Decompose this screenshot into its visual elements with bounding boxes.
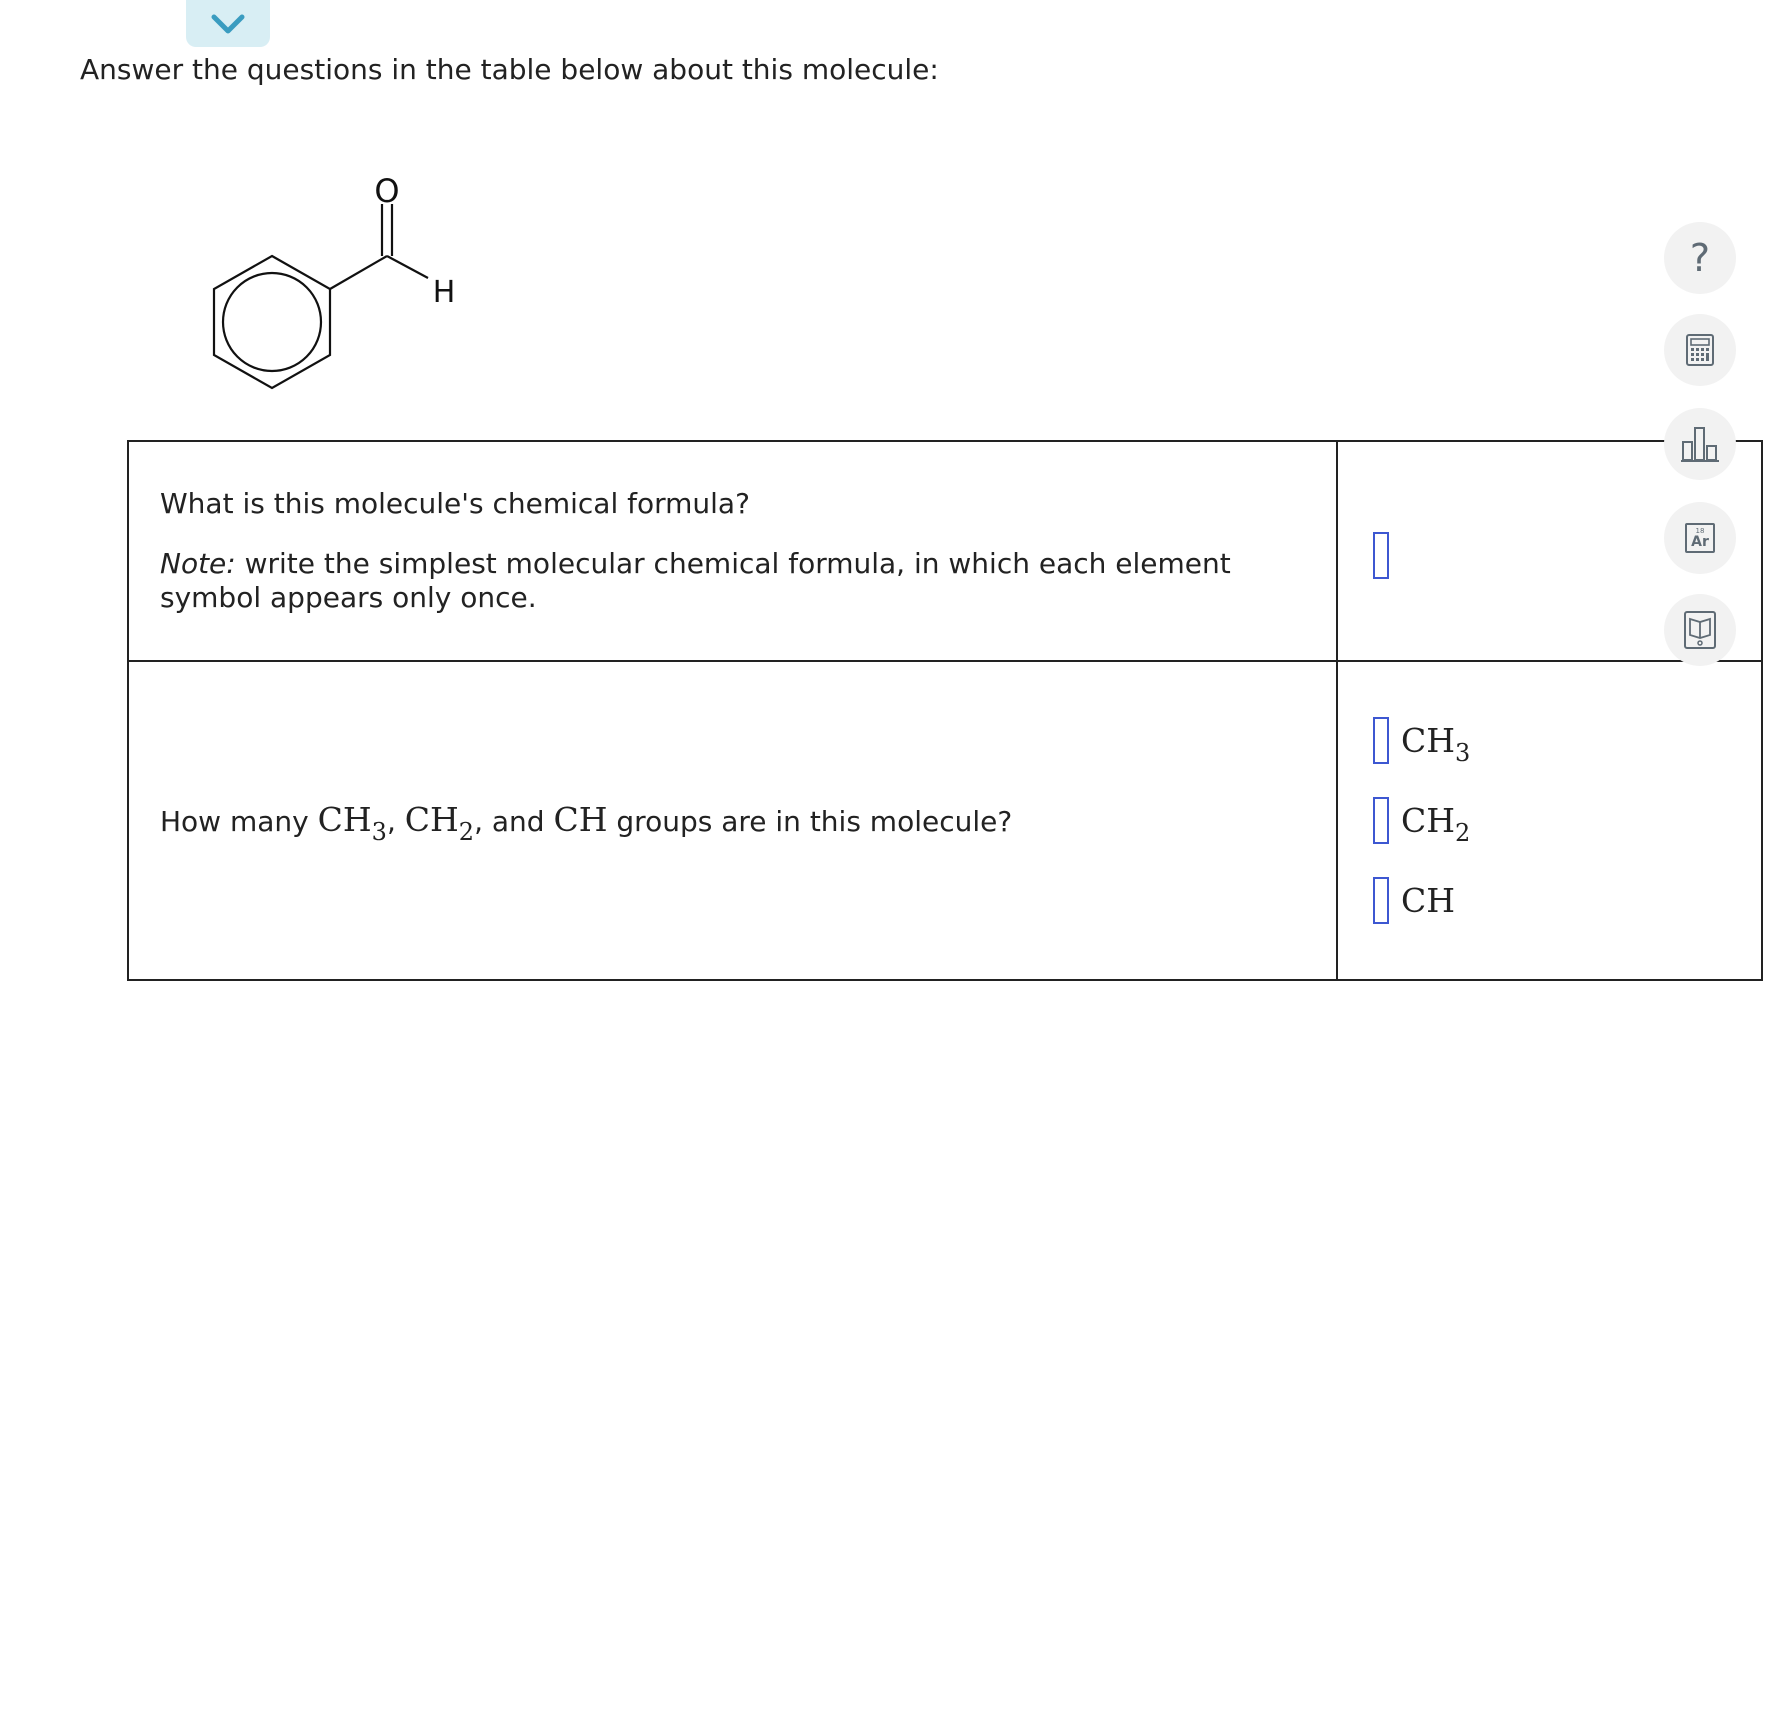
carbon-hydrogen-bond [387, 256, 428, 278]
reference-book-icon [1683, 610, 1717, 650]
formula-note [160, 547, 1260, 615]
oxygen-label: O [374, 172, 400, 210]
formula-question: What is this molecule's chemical formula? [160, 487, 750, 520]
data-chart-icon [1680, 424, 1720, 464]
table-row-formula [128, 441, 1762, 661]
molecule-structure [0, 0, 500, 430]
calculator-icon [1685, 333, 1715, 367]
note-label: Note: [160, 547, 236, 580]
calculator-button[interactable] [1664, 314, 1736, 386]
ch3-count-input[interactable] [1373, 717, 1389, 764]
question-table [127, 440, 1763, 981]
groups-answer-cell [1337, 661, 1762, 980]
table-row-groups [128, 661, 1762, 980]
benzene-ring [214, 256, 330, 388]
ch2-answer-row [1373, 781, 1761, 861]
periodic-table-icon: 18 Ar [1685, 523, 1715, 553]
ch3-formula: $CH_3$ [317, 799, 387, 846]
data-chart-button[interactable] [1664, 408, 1736, 480]
note-text: write the simplest molecular chemical formula, in which each element symbol appears only once. [160, 547, 1231, 614]
ch-formula: CH [553, 799, 608, 839]
ch2-count-input[interactable] [1373, 797, 1389, 844]
ch2-formula: $CH_2$ [404, 799, 475, 846]
periodic-table-button[interactable] [1664, 502, 1736, 574]
ch3-answer-row [1373, 701, 1761, 781]
ch3-group-label: $CH_3$ [1401, 721, 1471, 767]
ch-answer-row [1373, 861, 1761, 941]
formula-answer-input[interactable] [1373, 532, 1389, 579]
reference-button[interactable] [1664, 594, 1736, 666]
help-button[interactable] [1664, 222, 1736, 294]
groups-question: How many $CH_3$, $CH_2$, and CH groups are in this molecule? [160, 799, 1013, 846]
help-icon: ? [1689, 236, 1711, 280]
ch-count-input[interactable] [1373, 877, 1389, 924]
ring-carbonyl-bond [330, 256, 387, 289]
benzene-hexagon [214, 256, 330, 388]
groups-question-cell [128, 661, 1337, 980]
ch-group-label: CH [1401, 881, 1456, 920]
formula-question-cell [128, 441, 1337, 661]
aromatic-circle [223, 273, 321, 371]
ch2-group-label: $CH_2$ [1401, 801, 1471, 847]
intro-text: Answer the questions in the table below about this molecule: [80, 53, 939, 86]
hydrogen-label: H [432, 275, 456, 310]
